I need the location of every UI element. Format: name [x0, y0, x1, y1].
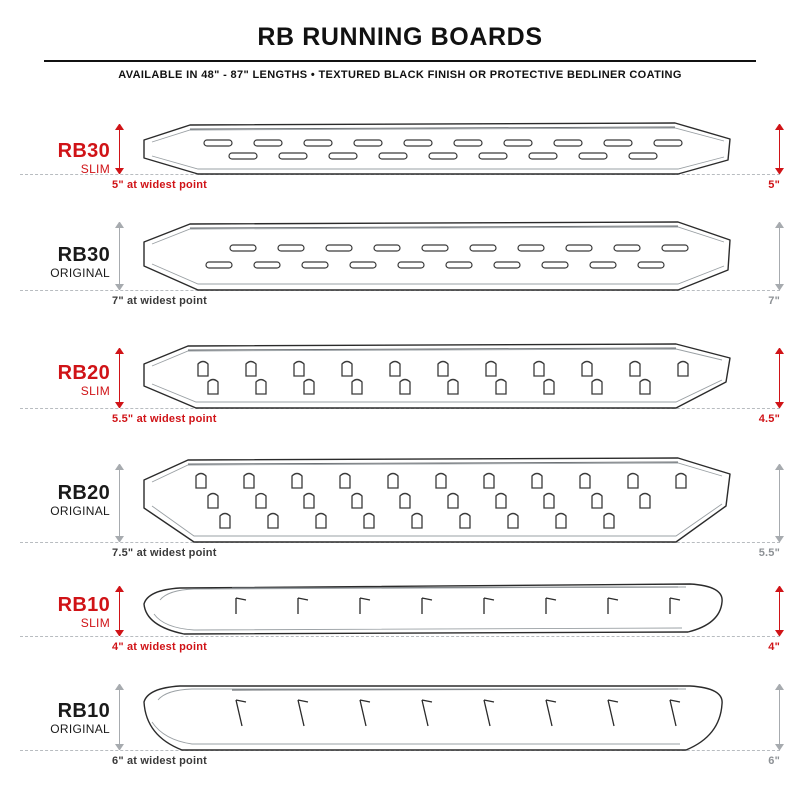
height-measure-arrow — [115, 222, 124, 290]
width-caption: 6" at widest point — [112, 755, 207, 767]
board-illustration-rb20-original — [130, 446, 735, 578]
width-caption: 5" at widest point — [112, 179, 207, 191]
row-label-rb10-original — [20, 700, 110, 736]
height-measure-arrow-right — [775, 124, 784, 174]
row-label-rb30-slim — [20, 140, 110, 176]
board-row-rb10-slim — [0, 570, 800, 682]
height-caption: 4.5" — [758, 413, 780, 425]
height-measure-arrow — [115, 348, 124, 408]
board-row-rb20-original — [0, 446, 800, 578]
board-illustration-rb10-slim — [130, 570, 735, 682]
model-name: RB10 — [57, 700, 110, 722]
row-label-rb10-slim — [20, 594, 110, 630]
board-illustration-rb10-original — [130, 674, 735, 794]
model-name: RB30 — [57, 140, 110, 162]
width-caption: 7" at widest point — [112, 295, 207, 307]
model-variant: ORIGINAL — [50, 266, 110, 280]
height-caption: 4" — [768, 641, 780, 653]
height-measure-arrow-right — [775, 684, 784, 750]
height-caption: 6" — [768, 755, 780, 767]
height-caption: 5.5" — [758, 547, 780, 559]
height-measure-arrow-right — [775, 586, 784, 636]
width-caption: 4" at widest point — [112, 641, 207, 653]
width-caption: 5.5" at widest point — [112, 413, 217, 425]
board-row-rb10-original — [0, 674, 800, 794]
height-measure-arrow — [115, 684, 124, 750]
height-measure-arrow-right — [775, 222, 784, 290]
model-variant: SLIM — [80, 616, 110, 630]
model-name: RB30 — [57, 244, 110, 266]
row-label-rb20-original — [20, 482, 110, 518]
model-name: RB20 — [57, 482, 110, 504]
row-label-rb30-original — [20, 244, 110, 280]
header — [44, 22, 756, 81]
page-title: RB RUNNING BOARDS — [257, 23, 543, 51]
board-row-rb20-slim — [0, 332, 800, 454]
model-name: RB20 — [57, 362, 110, 384]
model-name: RB10 — [57, 594, 110, 616]
model-variant: SLIM — [80, 162, 110, 176]
model-variant: ORIGINAL — [50, 504, 110, 518]
height-caption: 5" — [768, 179, 780, 191]
height-measure-arrow — [115, 124, 124, 174]
model-variant: SLIM — [80, 384, 110, 398]
height-measure-arrow — [115, 586, 124, 636]
height-measure-arrow-right — [775, 348, 784, 408]
model-variant: ORIGINAL — [50, 722, 110, 736]
height-measure-arrow-right — [775, 464, 784, 542]
height-measure-arrow — [115, 464, 124, 542]
board-illustration-rb20-slim — [130, 332, 735, 454]
row-label-rb20-slim — [20, 362, 110, 398]
header-divider — [44, 60, 756, 62]
board-illustration-rb30-original — [130, 212, 735, 340]
board-row-rb30-original — [0, 212, 800, 340]
header-subtitle: AVAILABLE IN 48" - 87" LENGTHS • TEXTURED BLACK FINISH OR PROTECTIVE BEDLINER COATING — [118, 69, 682, 81]
height-caption: 7" — [768, 295, 780, 307]
width-caption: 7.5" at widest point — [112, 547, 217, 559]
